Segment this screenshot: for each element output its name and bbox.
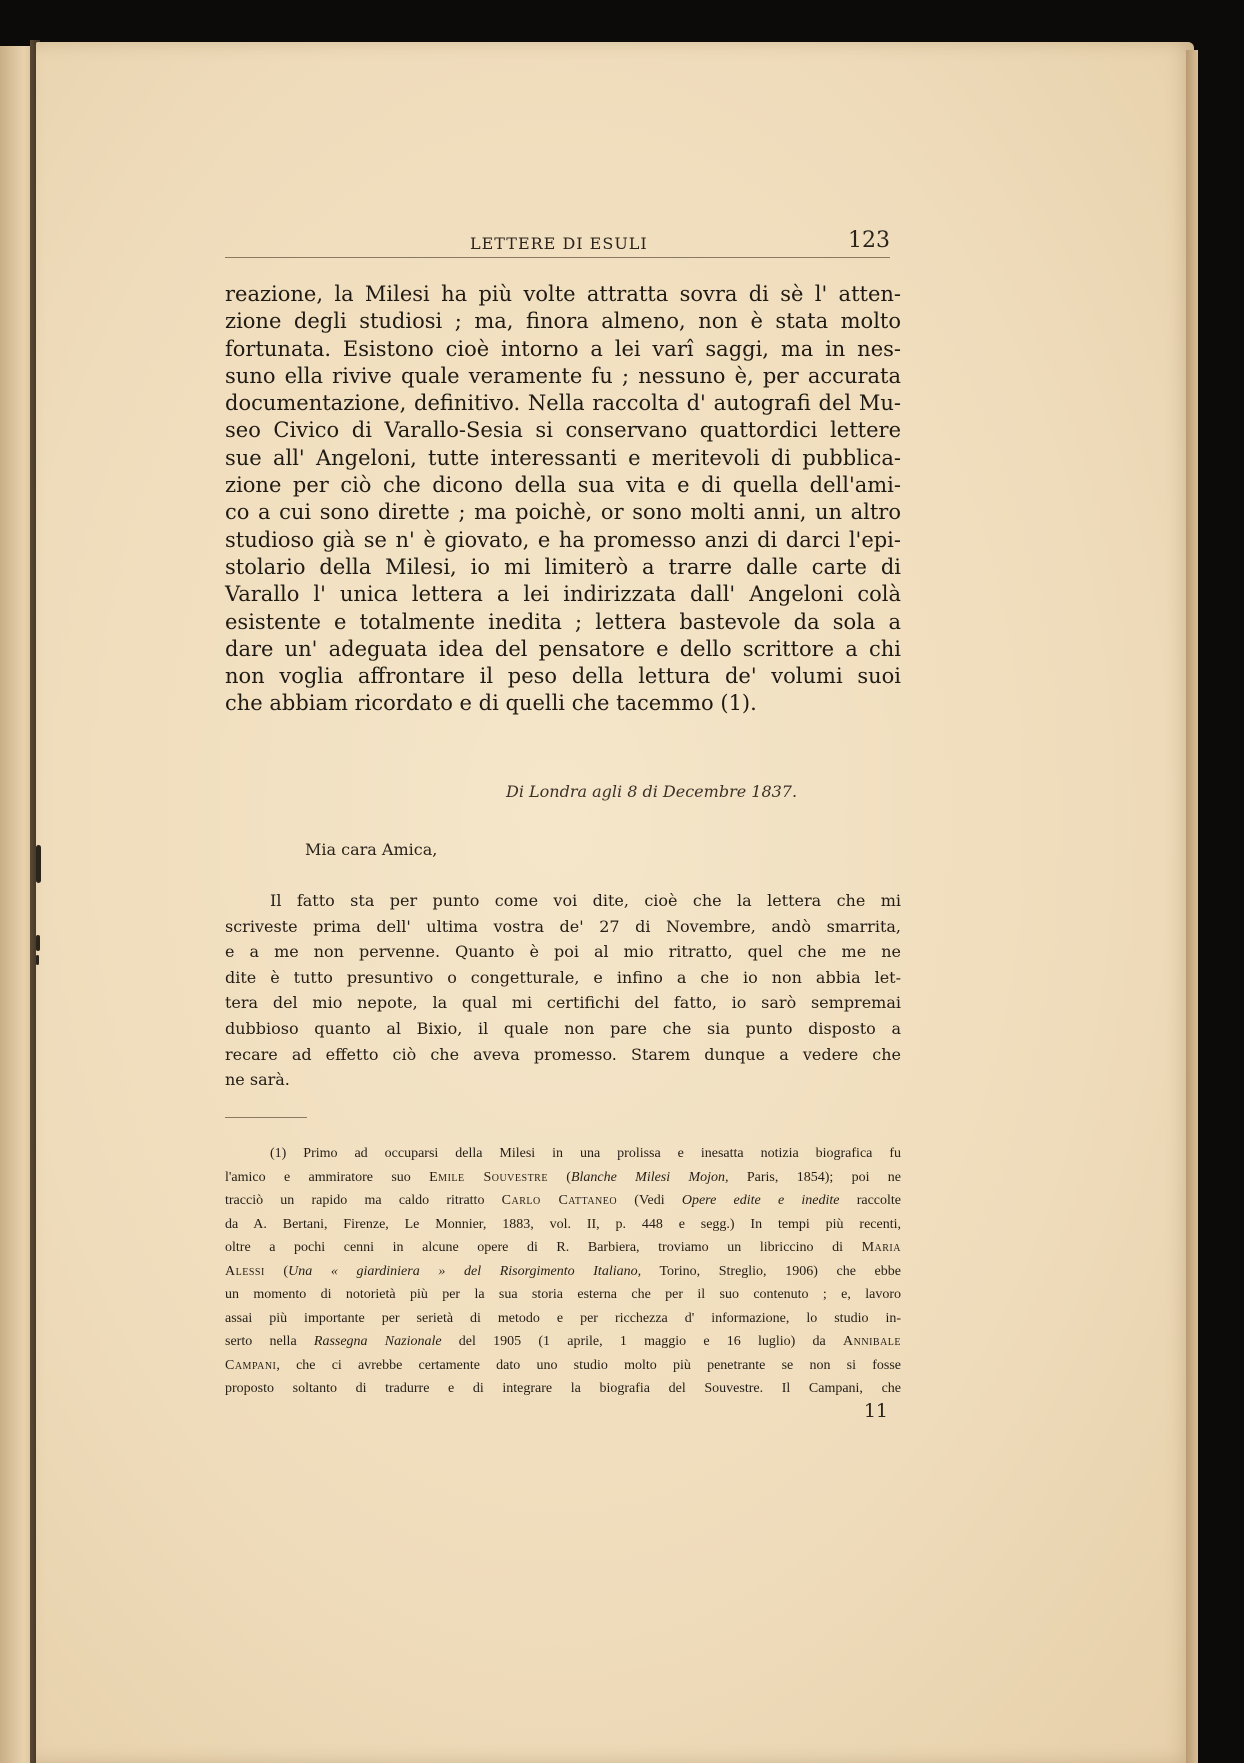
- letter-line: e a me non pervenne. Quanto è poi al mio ritratto, quel che me ne: [225, 942, 901, 962]
- author-name: Annibale: [843, 1334, 902, 1349]
- body-line: co a cui sono dirette ; ma poichè, or sono molti anni, un altro: [225, 500, 901, 525]
- margin-ink-mark: [36, 955, 39, 965]
- header-rule: [225, 257, 890, 258]
- footnote-text: tracciò un rapido ma caldo ritratto: [225, 1193, 502, 1208]
- footnote-text: oltre a pochi cenni in alcune opere di R. Barbiera, troviamo un libriccino di: [225, 1240, 862, 1255]
- running-title: LETTERE DI ESULI: [470, 234, 648, 253]
- body-line: esistente e totalmente inedita ; lettera bastevole da sola a: [225, 609, 901, 634]
- body-line: non voglia affrontare il peso della lettura de' volumi suoi: [225, 664, 901, 689]
- letter-line: dite è tutto presuntivo o congetturale, e infino a che io non abbia let-: [225, 967, 901, 987]
- body-line: stolario della Milesi, io mi limiterò a trarre dalle carte di: [225, 554, 901, 579]
- letter-line: ne sarà.: [225, 1070, 290, 1090]
- work-title: Una « giardiniera » del Risorgimento Italiano,: [288, 1263, 642, 1279]
- body-paragraph: [225, 281, 901, 718]
- footnote-text: (: [264, 1263, 289, 1279]
- author-name: Emile Souvestre: [429, 1169, 548, 1185]
- body-line: dare un' adeguata idea del pensatore e dello scrittore a chi: [225, 636, 901, 661]
- body-line: fortunata. Esistono cioè intorno a lei varî saggi, ma in nes-: [225, 336, 901, 361]
- letter-line: scriveste prima dell' ultima vostra de' 27 di Novembre, andò smarrita,: [225, 916, 901, 936]
- work-title: Blanche Milesi Mojon,: [570, 1169, 729, 1185]
- signature-mark: 11: [863, 1400, 888, 1422]
- footnote-text: Torino, Streglio, 1906) che ebbe: [641, 1263, 901, 1279]
- footnote-text: assai più importante per serietà di metodo e per ricchezza d' informazione, lo studio in-: [225, 1310, 901, 1326]
- letter-line: tera del mio nepote, la qual mi certifichi del fatto, io sarò sempremai: [225, 993, 901, 1013]
- footnote-text: , che ci avrebbe certamente dato uno studio molto più penetrante se non si fosse: [276, 1357, 901, 1373]
- body-line: zione degli studiosi ; ma, finora almeno, non è stata molto: [225, 309, 901, 334]
- work-title: Rassegna Nazionale: [313, 1334, 442, 1349]
- footnote-text: (1) Primo ad occuparsi della Milesi in una prolissa e inesatta notizia biografica fu: [270, 1146, 901, 1161]
- body-line: Varallo l' unica lettera a lei indirizzata dall' Angeloni colà: [225, 582, 901, 607]
- page-header: [225, 228, 890, 258]
- footnote-line: [225, 1330, 901, 1354]
- footnote-line: [225, 1307, 901, 1331]
- footnote-text: del 1905 (1 aprile, 1 maggio e 16 luglio) da: [441, 1334, 844, 1349]
- margin-ink-mark: [36, 935, 40, 951]
- body-line: studioso già se n' è giovato, e ha promesso anzi di darci l'epi-: [225, 527, 901, 552]
- body-line: suno ella rivive quale veramente fu ; nessuno è, per accurata: [225, 363, 901, 388]
- letter-salutation: Mia cara Amica,: [305, 840, 438, 859]
- footnote-line: [225, 1166, 901, 1190]
- letter-line: recare ad effetto ciò che aveva promesso. Starem dunque a vedere che: [225, 1044, 901, 1064]
- footnote-text: (Vedi: [617, 1193, 682, 1208]
- footnote-line: [225, 1142, 901, 1166]
- footnote-text: un momento di notorietà più per la sua storia esterna che per il suo contenuto ; e, lavoro: [225, 1287, 901, 1302]
- margin-ink-mark: [36, 845, 41, 883]
- footnote-line: [225, 1354, 901, 1378]
- footnote-text: (: [547, 1169, 571, 1185]
- footnote-text: da A. Bertani, Firenze, Le Monnier, 1883, vol. II, p. 448 e segg.) In tempi più recenti,: [225, 1216, 901, 1232]
- author-name: Carlo Cattaneo: [501, 1193, 618, 1208]
- footnote-line: [225, 1189, 901, 1213]
- footnote-line: [225, 1260, 901, 1284]
- footnote-text: raccolte: [839, 1193, 902, 1208]
- letter-paragraph: [225, 888, 901, 1093]
- footnote-text: Paris, 1854); poi ne: [728, 1169, 901, 1185]
- page-number: 123: [848, 228, 890, 253]
- letter-line: dubbioso quanto al Bixio, il quale non pare che sia punto disposto a: [225, 1018, 901, 1038]
- letter-dateline: Di Londra agli 8 di Decembre 1837.: [506, 782, 798, 801]
- body-line: che abbiam ricordato e di quelli che tacemmo (1).: [225, 691, 757, 716]
- author-name: Campani: [225, 1357, 277, 1373]
- author-name: Alessi: [225, 1263, 265, 1279]
- footnote-text: proposto soltanto di tradurre e di integrare la biografia del Souvestre. Il Campani, che: [225, 1381, 901, 1396]
- body-line: documentazione, definitivo. Nella raccolta d' autografi del Mu-: [225, 391, 901, 416]
- footnote-text: serto nella: [225, 1334, 314, 1349]
- work-title: Opere edite e inedite: [681, 1193, 840, 1208]
- page-right-edge: [1186, 50, 1198, 1763]
- author-name: Maria: [861, 1240, 901, 1255]
- body-line: reazione, la Milesi ha più volte attratta sovra di sè l' atten-: [225, 282, 901, 306]
- footnote-line: [225, 1283, 901, 1307]
- footnote-line: [225, 1213, 901, 1237]
- body-line: seo Civico di Varallo-Sesia si conservano quattordici lettere: [225, 418, 901, 443]
- footnote-line: [225, 1236, 901, 1260]
- left-page-edge: [0, 46, 34, 1763]
- footnote-text: l'amico e ammiratore suo: [225, 1169, 430, 1185]
- footnote-line: [225, 1377, 901, 1401]
- body-line: sue all' Angeloni, tutte interessanti e meritevoli di pubblica-: [225, 445, 901, 470]
- footnote-rule: [225, 1117, 307, 1118]
- letter-line: Il fatto sta per punto come voi dite, cioè che la lettera che mi: [270, 891, 901, 910]
- footnote: [225, 1142, 901, 1401]
- body-line: zione per ciò che dicono della sua vita e di quella dell'ami-: [225, 473, 901, 498]
